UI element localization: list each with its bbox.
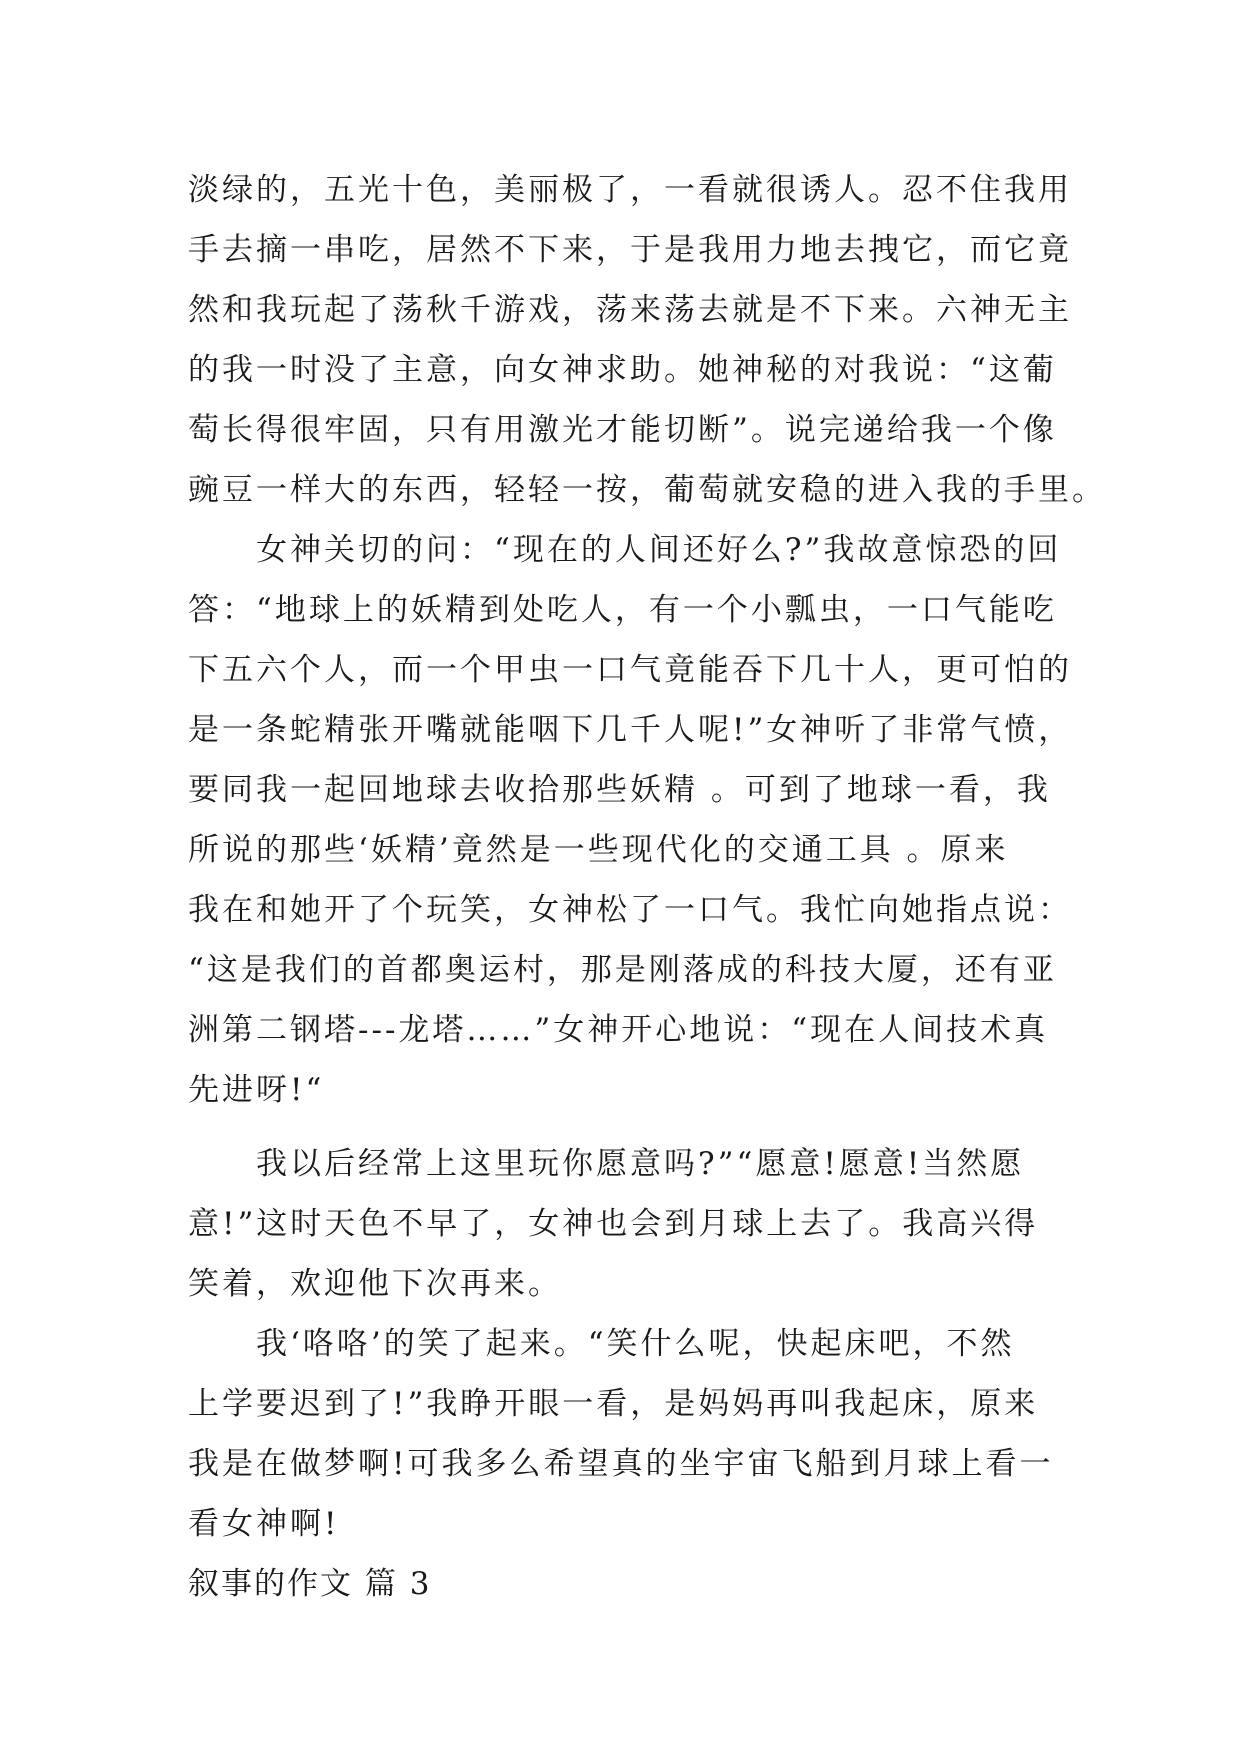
text-line: 的我一时没了主意，向女神求助。她神秘的对我说：“这葡: [188, 352, 1057, 388]
text-line: 是一条蛇精张开嘴就能咽下几千人呢!”女神听了非常气愤，: [188, 712, 1073, 748]
text-line: 女神关切的问：“现在的人间还好么?”我故意惊恐的回: [256, 532, 1062, 568]
text-line: “这是我们的首都奥运村，那是刚落成的科技大厦，还有亚: [188, 952, 1057, 988]
section-heading: 叙事的作文 篇 3: [188, 1566, 432, 1602]
text-line: 洲第二钢塔---龙塔……”女神开心地说：“现在人间技术真: [188, 1012, 1049, 1048]
text-line: 意!”这时天色不早了，女神也会到月球上去了。我高兴得: [188, 1206, 1039, 1242]
text-line: 笑着，欢迎他下次再来。: [188, 1266, 562, 1302]
text-line: 所说的那些‘妖精’竟然是一些现代化的交通工具 。原来: [188, 832, 1009, 868]
paragraph-gap: [188, 1120, 1068, 1134]
text-line: 先进呀!“: [188, 1072, 325, 1108]
text-line: 萄长得很牢固，只有用激光才能切断”。说完递给我一个像: [188, 412, 1057, 448]
text-line: 上学要迟到了!”我睁开眼一看，是妈妈再叫我起床，原来: [188, 1386, 1039, 1422]
text-line: 答：“地球上的妖精到处吃人，有一个小瓢虫，一口气能吃: [188, 592, 1057, 628]
text-line: 我在和她开了个玩笑，女神松了一口气。我忙向她指点说：: [188, 892, 1072, 928]
text-line: 看女神啊!: [188, 1506, 340, 1542]
text-line: 我以后经常上这里玩你愿意吗?”“愿意!愿意!当然愿: [256, 1146, 1025, 1182]
text-line: 我‘咯咯’的笑了起来。“笑什么呢，快起床吧，不然: [256, 1326, 1015, 1362]
text-line: 手去摘一串吃，居然不下来，于是我用力地去拽它，而它竟: [188, 232, 1072, 268]
text-line: 然和我玩起了荡秋千游戏，荡来荡去就是不下来。六神无主: [188, 292, 1072, 328]
essay-body: [188, 160, 1106, 1614]
text-line: 豌豆一样大的东西，轻轻一按，葡萄就安稳的进入我的手里。: [188, 472, 1106, 508]
text-line: 我是在做梦啊!可我多么希望真的坐宇宙飞船到月球上看一: [188, 1446, 1054, 1482]
text-line: 下五六个人，而一个甲虫一口气竟能吞下几十人，更可怕的: [188, 652, 1072, 688]
text-line: 淡绿的，五光十色，美丽极了，一看就很诱人。忍不住我用: [188, 172, 1072, 208]
text-line: 要同我一起回地球去收拾那些妖精 。可到了地球一看，我: [188, 772, 1051, 808]
